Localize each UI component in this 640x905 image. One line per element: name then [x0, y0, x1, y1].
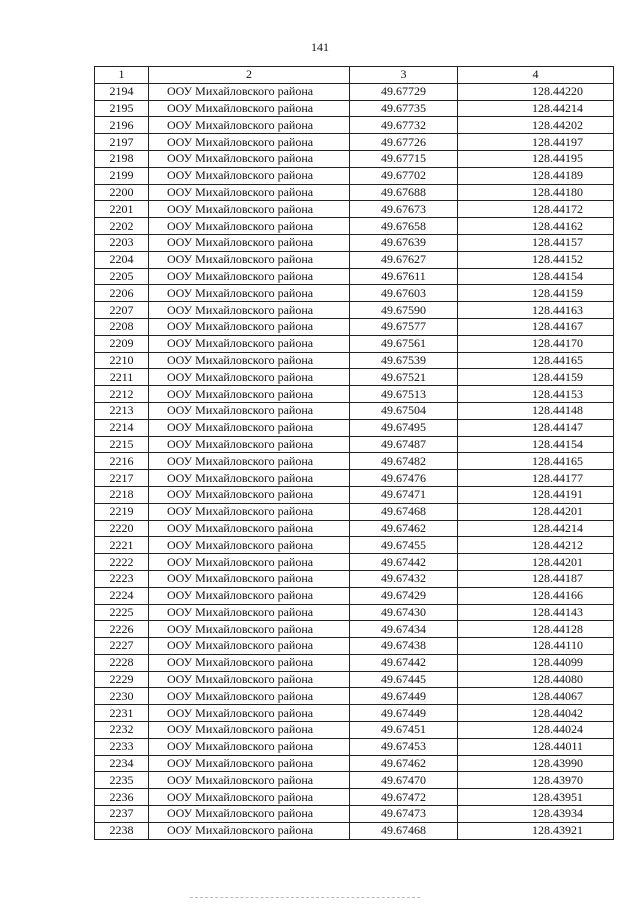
cell-number: 2210 — [95, 352, 149, 369]
cell-name: ООУ Михайловского района — [149, 318, 350, 335]
cell-latitude: 49.67462 — [350, 520, 458, 537]
cell-longitude: 128.44143 — [458, 604, 614, 621]
cell-number: 2216 — [95, 453, 149, 470]
cell-latitude: 49.67590 — [350, 302, 458, 319]
cell-name: ООУ Михайловского района — [149, 654, 350, 671]
page-number: 141 — [311, 40, 329, 54]
table-row — [95, 806, 614, 823]
cell-longitude: 128.44042 — [458, 705, 614, 722]
cell-longitude: 128.44167 — [458, 318, 614, 335]
cell-number: 2234 — [95, 755, 149, 772]
cell-latitude: 49.67442 — [350, 654, 458, 671]
cell-longitude: 128.44147 — [458, 419, 614, 436]
cell-latitude: 49.67438 — [350, 638, 458, 655]
cell-number: 2201 — [95, 201, 149, 218]
cell-latitude: 49.67429 — [350, 587, 458, 604]
cell-latitude: 49.67729 — [350, 83, 458, 100]
cell-name: ООУ Михайловского района — [149, 755, 350, 772]
cell-number: 2232 — [95, 722, 149, 739]
cell-latitude: 49.67445 — [350, 671, 458, 688]
header-col-longitude: 4 — [458, 67, 614, 84]
cell-latitude: 49.67472 — [350, 789, 458, 806]
table-header — [95, 67, 614, 84]
cell-latitude: 49.67470 — [350, 772, 458, 789]
cell-longitude: 128.44172 — [458, 201, 614, 218]
cell-number: 2197 — [95, 134, 149, 151]
cell-latitude: 49.67639 — [350, 234, 458, 251]
cell-number: 2205 — [95, 268, 149, 285]
cell-latitude: 49.67688 — [350, 184, 458, 201]
cell-name: ООУ Михайловского района — [149, 772, 350, 789]
cell-latitude: 49.67715 — [350, 150, 458, 167]
cell-name: ООУ Михайловского района — [149, 688, 350, 705]
cell-number: 2202 — [95, 218, 149, 235]
cell-number: 2198 — [95, 150, 149, 167]
table-row — [95, 654, 614, 671]
cell-longitude: 128.44154 — [458, 436, 614, 453]
cell-number: 2223 — [95, 570, 149, 587]
cell-latitude: 49.67430 — [350, 604, 458, 621]
cell-longitude: 128.44110 — [458, 638, 614, 655]
cell-longitude: 128.44197 — [458, 134, 614, 151]
cell-longitude: 128.44162 — [458, 218, 614, 235]
cell-longitude: 128.44201 — [458, 554, 614, 571]
cell-number: 2194 — [95, 83, 149, 100]
table-row — [95, 604, 614, 621]
cell-name: ООУ Михайловского района — [149, 268, 350, 285]
table-row — [95, 503, 614, 520]
table-row — [95, 537, 614, 554]
cell-number: 2195 — [95, 100, 149, 117]
table-row — [95, 822, 614, 839]
cell-number: 2231 — [95, 705, 149, 722]
cell-number: 2206 — [95, 285, 149, 302]
cell-name: ООУ Михайловского района — [149, 604, 350, 621]
cell-longitude: 128.44128 — [458, 621, 614, 638]
cell-latitude: 49.67434 — [350, 621, 458, 638]
cell-number: 2229 — [95, 671, 149, 688]
cell-number: 2236 — [95, 789, 149, 806]
cell-number: 2217 — [95, 470, 149, 487]
cell-name: ООУ Михайловского района — [149, 302, 350, 319]
cell-name: ООУ Михайловского района — [149, 167, 350, 184]
cell-name: ООУ Михайловского района — [149, 554, 350, 571]
table-row — [95, 369, 614, 386]
cell-longitude: 128.44202 — [458, 117, 614, 134]
cell-latitude: 49.67521 — [350, 369, 458, 386]
cell-number: 2222 — [95, 554, 149, 571]
table-row — [95, 436, 614, 453]
cell-longitude: 128.44165 — [458, 453, 614, 470]
cell-number: 2209 — [95, 335, 149, 352]
cell-name: ООУ Михайловского района — [149, 722, 350, 739]
cell-longitude: 128.44152 — [458, 251, 614, 268]
cell-name: ООУ Михайловского района — [149, 352, 350, 369]
cell-latitude: 49.67482 — [350, 453, 458, 470]
table-row — [95, 150, 614, 167]
table-row — [95, 722, 614, 739]
cell-longitude: 128.44212 — [458, 537, 614, 554]
cell-number: 2218 — [95, 486, 149, 503]
table-row — [95, 234, 614, 251]
cell-name: ООУ Михайловского района — [149, 822, 350, 839]
table-row — [95, 772, 614, 789]
table-row — [95, 621, 614, 638]
cell-number: 2196 — [95, 117, 149, 134]
table-row — [95, 251, 614, 268]
cell-name: ООУ Михайловского района — [149, 486, 350, 503]
cell-longitude: 128.44214 — [458, 100, 614, 117]
cell-latitude: 49.67495 — [350, 419, 458, 436]
cell-longitude: 128.44159 — [458, 369, 614, 386]
cell-name: ООУ Михайловского района — [149, 234, 350, 251]
cell-longitude: 128.43921 — [458, 822, 614, 839]
cell-name: ООУ Михайловского района — [149, 570, 350, 587]
cell-number: 2207 — [95, 302, 149, 319]
cell-name: ООУ Михайловского района — [149, 100, 350, 117]
cell-name: ООУ Михайловского района — [149, 806, 350, 823]
cell-name: ООУ Михайловского района — [149, 184, 350, 201]
cell-name: ООУ Михайловского района — [149, 503, 350, 520]
cell-latitude: 49.67442 — [350, 554, 458, 571]
cell-longitude: 128.44153 — [458, 386, 614, 403]
cell-longitude: 128.44166 — [458, 587, 614, 604]
cell-longitude: 128.44163 — [458, 302, 614, 319]
cell-latitude: 49.67451 — [350, 722, 458, 739]
cell-longitude: 128.44189 — [458, 167, 614, 184]
table-row — [95, 453, 614, 470]
table-row — [95, 83, 614, 100]
table-row — [95, 184, 614, 201]
cell-latitude: 49.67539 — [350, 352, 458, 369]
cell-name: ООУ Михайловского района — [149, 621, 350, 638]
cell-latitude: 49.67702 — [350, 167, 458, 184]
footer-divider — [190, 897, 420, 900]
cell-latitude: 49.67455 — [350, 537, 458, 554]
cell-longitude: 128.44157 — [458, 234, 614, 251]
cell-number: 2233 — [95, 738, 149, 755]
cell-name: ООУ Михайловского района — [149, 738, 350, 755]
cell-longitude: 128.43934 — [458, 806, 614, 823]
coordinates-table — [94, 66, 614, 840]
table-row — [95, 486, 614, 503]
cell-name: ООУ Михайловского района — [149, 369, 350, 386]
cell-number: 2213 — [95, 402, 149, 419]
cell-number: 2208 — [95, 318, 149, 335]
table-row — [95, 302, 614, 319]
cell-name: ООУ Михайловского района — [149, 218, 350, 235]
table-row — [95, 705, 614, 722]
cell-name: ООУ Михайловского района — [149, 470, 350, 487]
cell-longitude: 128.44154 — [458, 268, 614, 285]
cell-latitude: 49.67468 — [350, 822, 458, 839]
cell-latitude: 49.67561 — [350, 335, 458, 352]
cell-longitude: 128.44177 — [458, 470, 614, 487]
cell-name: ООУ Михайловского района — [149, 402, 350, 419]
table-body — [95, 83, 614, 839]
table-row — [95, 738, 614, 755]
cell-name: ООУ Михайловского района — [149, 520, 350, 537]
cell-name: ООУ Михайловского района — [149, 789, 350, 806]
cell-number: 2230 — [95, 688, 149, 705]
cell-longitude: 128.44024 — [458, 722, 614, 739]
cell-latitude: 49.67453 — [350, 738, 458, 755]
table-row — [95, 100, 614, 117]
cell-latitude: 49.67577 — [350, 318, 458, 335]
table-row — [95, 638, 614, 655]
cell-name: ООУ Михайловского района — [149, 453, 350, 470]
table-row — [95, 335, 614, 352]
cell-longitude: 128.44080 — [458, 671, 614, 688]
cell-longitude: 128.44180 — [458, 184, 614, 201]
cell-name: ООУ Михайловского района — [149, 705, 350, 722]
table-row — [95, 755, 614, 772]
table-row — [95, 554, 614, 571]
cell-latitude: 49.67603 — [350, 285, 458, 302]
header-col-latitude: 3 — [350, 67, 458, 84]
cell-name: ООУ Михайловского района — [149, 436, 350, 453]
cell-number: 2204 — [95, 251, 149, 268]
cell-longitude: 128.44201 — [458, 503, 614, 520]
cell-name: ООУ Михайловского района — [149, 134, 350, 151]
cell-latitude: 49.67476 — [350, 470, 458, 487]
cell-name: ООУ Михайловского района — [149, 335, 350, 352]
cell-name: ООУ Михайловского района — [149, 251, 350, 268]
cell-number: 2219 — [95, 503, 149, 520]
cell-longitude: 128.44099 — [458, 654, 614, 671]
cell-longitude: 128.44067 — [458, 688, 614, 705]
cell-number: 2215 — [95, 436, 149, 453]
cell-longitude: 128.44159 — [458, 285, 614, 302]
cell-latitude: 49.67471 — [350, 486, 458, 503]
cell-latitude: 49.67735 — [350, 100, 458, 117]
cell-name: ООУ Михайловского района — [149, 638, 350, 655]
cell-number: 2221 — [95, 537, 149, 554]
cell-name: ООУ Михайловского района — [149, 419, 350, 436]
cell-latitude: 49.67732 — [350, 117, 458, 134]
cell-longitude: 128.44220 — [458, 83, 614, 100]
table-row — [95, 470, 614, 487]
cell-latitude: 49.67473 — [350, 806, 458, 823]
cell-number: 2226 — [95, 621, 149, 638]
cell-latitude: 49.67627 — [350, 251, 458, 268]
cell-number: 2199 — [95, 167, 149, 184]
cell-latitude: 49.67432 — [350, 570, 458, 587]
table-row — [95, 352, 614, 369]
cell-number: 2211 — [95, 369, 149, 386]
cell-name: ООУ Михайловского района — [149, 386, 350, 403]
cell-number: 2227 — [95, 638, 149, 655]
cell-name: ООУ Михайловского района — [149, 671, 350, 688]
cell-number: 2220 — [95, 520, 149, 537]
cell-longitude: 128.44170 — [458, 335, 614, 352]
cell-latitude: 49.67673 — [350, 201, 458, 218]
cell-name: ООУ Михайловского района — [149, 285, 350, 302]
table-row — [95, 268, 614, 285]
cell-name: ООУ Михайловского района — [149, 201, 350, 218]
table-row — [95, 318, 614, 335]
cell-number: 2237 — [95, 806, 149, 823]
cell-number: 2224 — [95, 587, 149, 604]
cell-longitude: 128.44191 — [458, 486, 614, 503]
table-row — [95, 671, 614, 688]
table-row — [95, 587, 614, 604]
header-col-name: 2 — [149, 67, 350, 84]
cell-longitude: 128.44187 — [458, 570, 614, 587]
table-row — [95, 570, 614, 587]
cell-latitude: 49.67462 — [350, 755, 458, 772]
table-row — [95, 117, 614, 134]
cell-number: 2238 — [95, 822, 149, 839]
cell-number: 2225 — [95, 604, 149, 621]
cell-name: ООУ Михайловского района — [149, 587, 350, 604]
cell-latitude: 49.67487 — [350, 436, 458, 453]
cell-longitude: 128.44214 — [458, 520, 614, 537]
header-row — [95, 67, 614, 84]
cell-longitude: 128.43951 — [458, 789, 614, 806]
cell-number: 2214 — [95, 419, 149, 436]
cell-name: ООУ Михайловского района — [149, 83, 350, 100]
table-row — [95, 520, 614, 537]
table-row — [95, 285, 614, 302]
cell-number: 2212 — [95, 386, 149, 403]
table-row — [95, 419, 614, 436]
header-col-number: 1 — [95, 67, 149, 84]
table-row — [95, 402, 614, 419]
cell-latitude: 49.67611 — [350, 268, 458, 285]
cell-name: ООУ Михайловского района — [149, 150, 350, 167]
cell-longitude: 128.44165 — [458, 352, 614, 369]
cell-number: 2203 — [95, 234, 149, 251]
cell-latitude: 49.67449 — [350, 705, 458, 722]
cell-longitude: 128.43970 — [458, 772, 614, 789]
table-row — [95, 167, 614, 184]
table-row — [95, 218, 614, 235]
table-row — [95, 201, 614, 218]
cell-longitude: 128.44148 — [458, 402, 614, 419]
cell-latitude: 49.67449 — [350, 688, 458, 705]
cell-latitude: 49.67726 — [350, 134, 458, 151]
cell-latitude: 49.67513 — [350, 386, 458, 403]
cell-number: 2200 — [95, 184, 149, 201]
cell-latitude: 49.67468 — [350, 503, 458, 520]
cell-latitude: 49.67658 — [350, 218, 458, 235]
cell-longitude: 128.44195 — [458, 150, 614, 167]
table-row — [95, 688, 614, 705]
cell-number: 2235 — [95, 772, 149, 789]
cell-name: ООУ Михайловского района — [149, 117, 350, 134]
cell-longitude: 128.44011 — [458, 738, 614, 755]
table-row — [95, 386, 614, 403]
cell-longitude: 128.43990 — [458, 755, 614, 772]
cell-latitude: 49.67504 — [350, 402, 458, 419]
table-row — [95, 134, 614, 151]
cell-number: 2228 — [95, 654, 149, 671]
table-row — [95, 789, 614, 806]
cell-name: ООУ Михайловского района — [149, 537, 350, 554]
